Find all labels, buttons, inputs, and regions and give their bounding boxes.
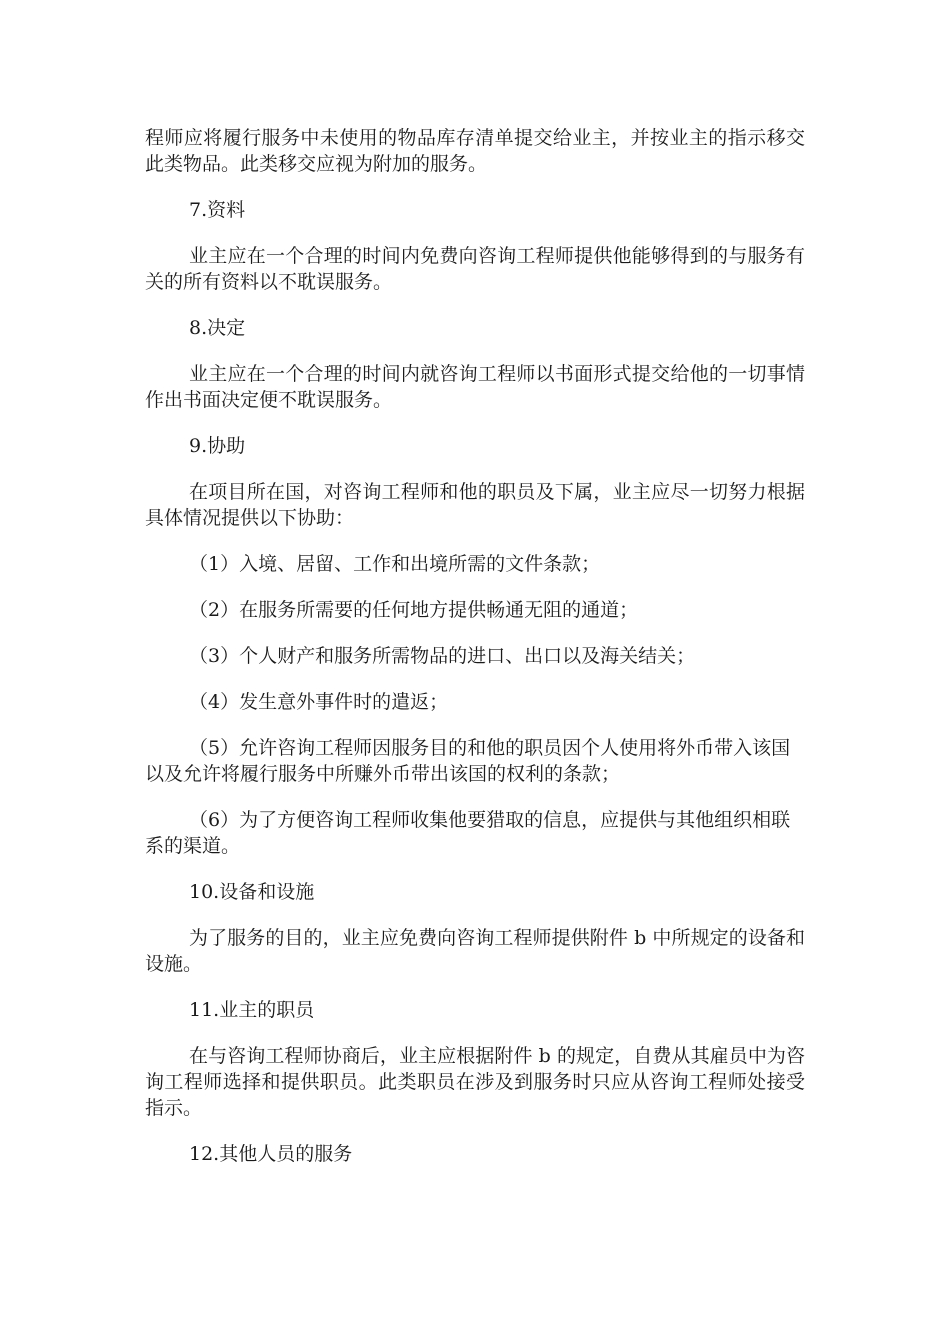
list-item: （3）个人财产和服务所需物品的进口、出口以及海关结关； xyxy=(189,645,696,667)
list-item: （5）允许咨询工程师因服务目的和他的职员因个人使用将外币带入该国以及允许将履行服务中所赚外币带出该国的权利的条款； xyxy=(145,737,791,785)
section-heading-9: 9.协助 xyxy=(189,435,246,457)
paragraph: 为了服务的目的，业主应免费向咨询工程师提供附件 b 中所规定的设备和设施。 xyxy=(145,927,805,975)
section-heading-10: 10.设备和设施 xyxy=(189,881,315,903)
section-heading-12: 12.其他人员的服务 xyxy=(189,1143,353,1165)
paragraph: 业主应在一个合理的时间内免费向咨询工程师提供他能够得到的与服务有关的所有资料以不耽误服务。 xyxy=(145,245,805,293)
list-item: （1）入境、居留、工作和出境所需的文件条款； xyxy=(189,553,601,575)
paragraph: 在与咨询工程师协商后，业主应根据附件 b 的规定，自费从其雇员中为咨询工程师选择和提供职员。此类职员在涉及到服务时只应从咨询工程师处接受指示。 xyxy=(145,1045,805,1119)
section-heading-7: 7.资料 xyxy=(189,199,246,221)
document-page xyxy=(145,125,805,1187)
list-item: （6）为了方便咨询工程师收集他要猎取的信息，应提供与其他组织相联系的渠道。 xyxy=(145,809,791,857)
list-item: （4）发生意外事件时的遣返； xyxy=(189,691,449,713)
paragraph: 在项目所在国，对咨询工程师和他的职员及下属，业主应尽一切努力根据具体情况提供以下协助： xyxy=(145,481,805,529)
paragraph: 程师应将履行服务中未使用的物品库存清单提交给业主，并按业主的指示移交此类物品。此类移交应视为附加的服务。 xyxy=(145,127,805,175)
paragraph: 业主应在一个合理的时间内就咨询工程师以书面形式提交给他的一切事情作出书面决定便不耽误服务。 xyxy=(145,363,805,411)
list-item: （2）在服务所需要的任何地方提供畅通无阻的通道； xyxy=(189,599,639,621)
section-heading-11: 11.业主的职员 xyxy=(189,999,315,1021)
section-heading-8: 8.决定 xyxy=(189,317,246,339)
